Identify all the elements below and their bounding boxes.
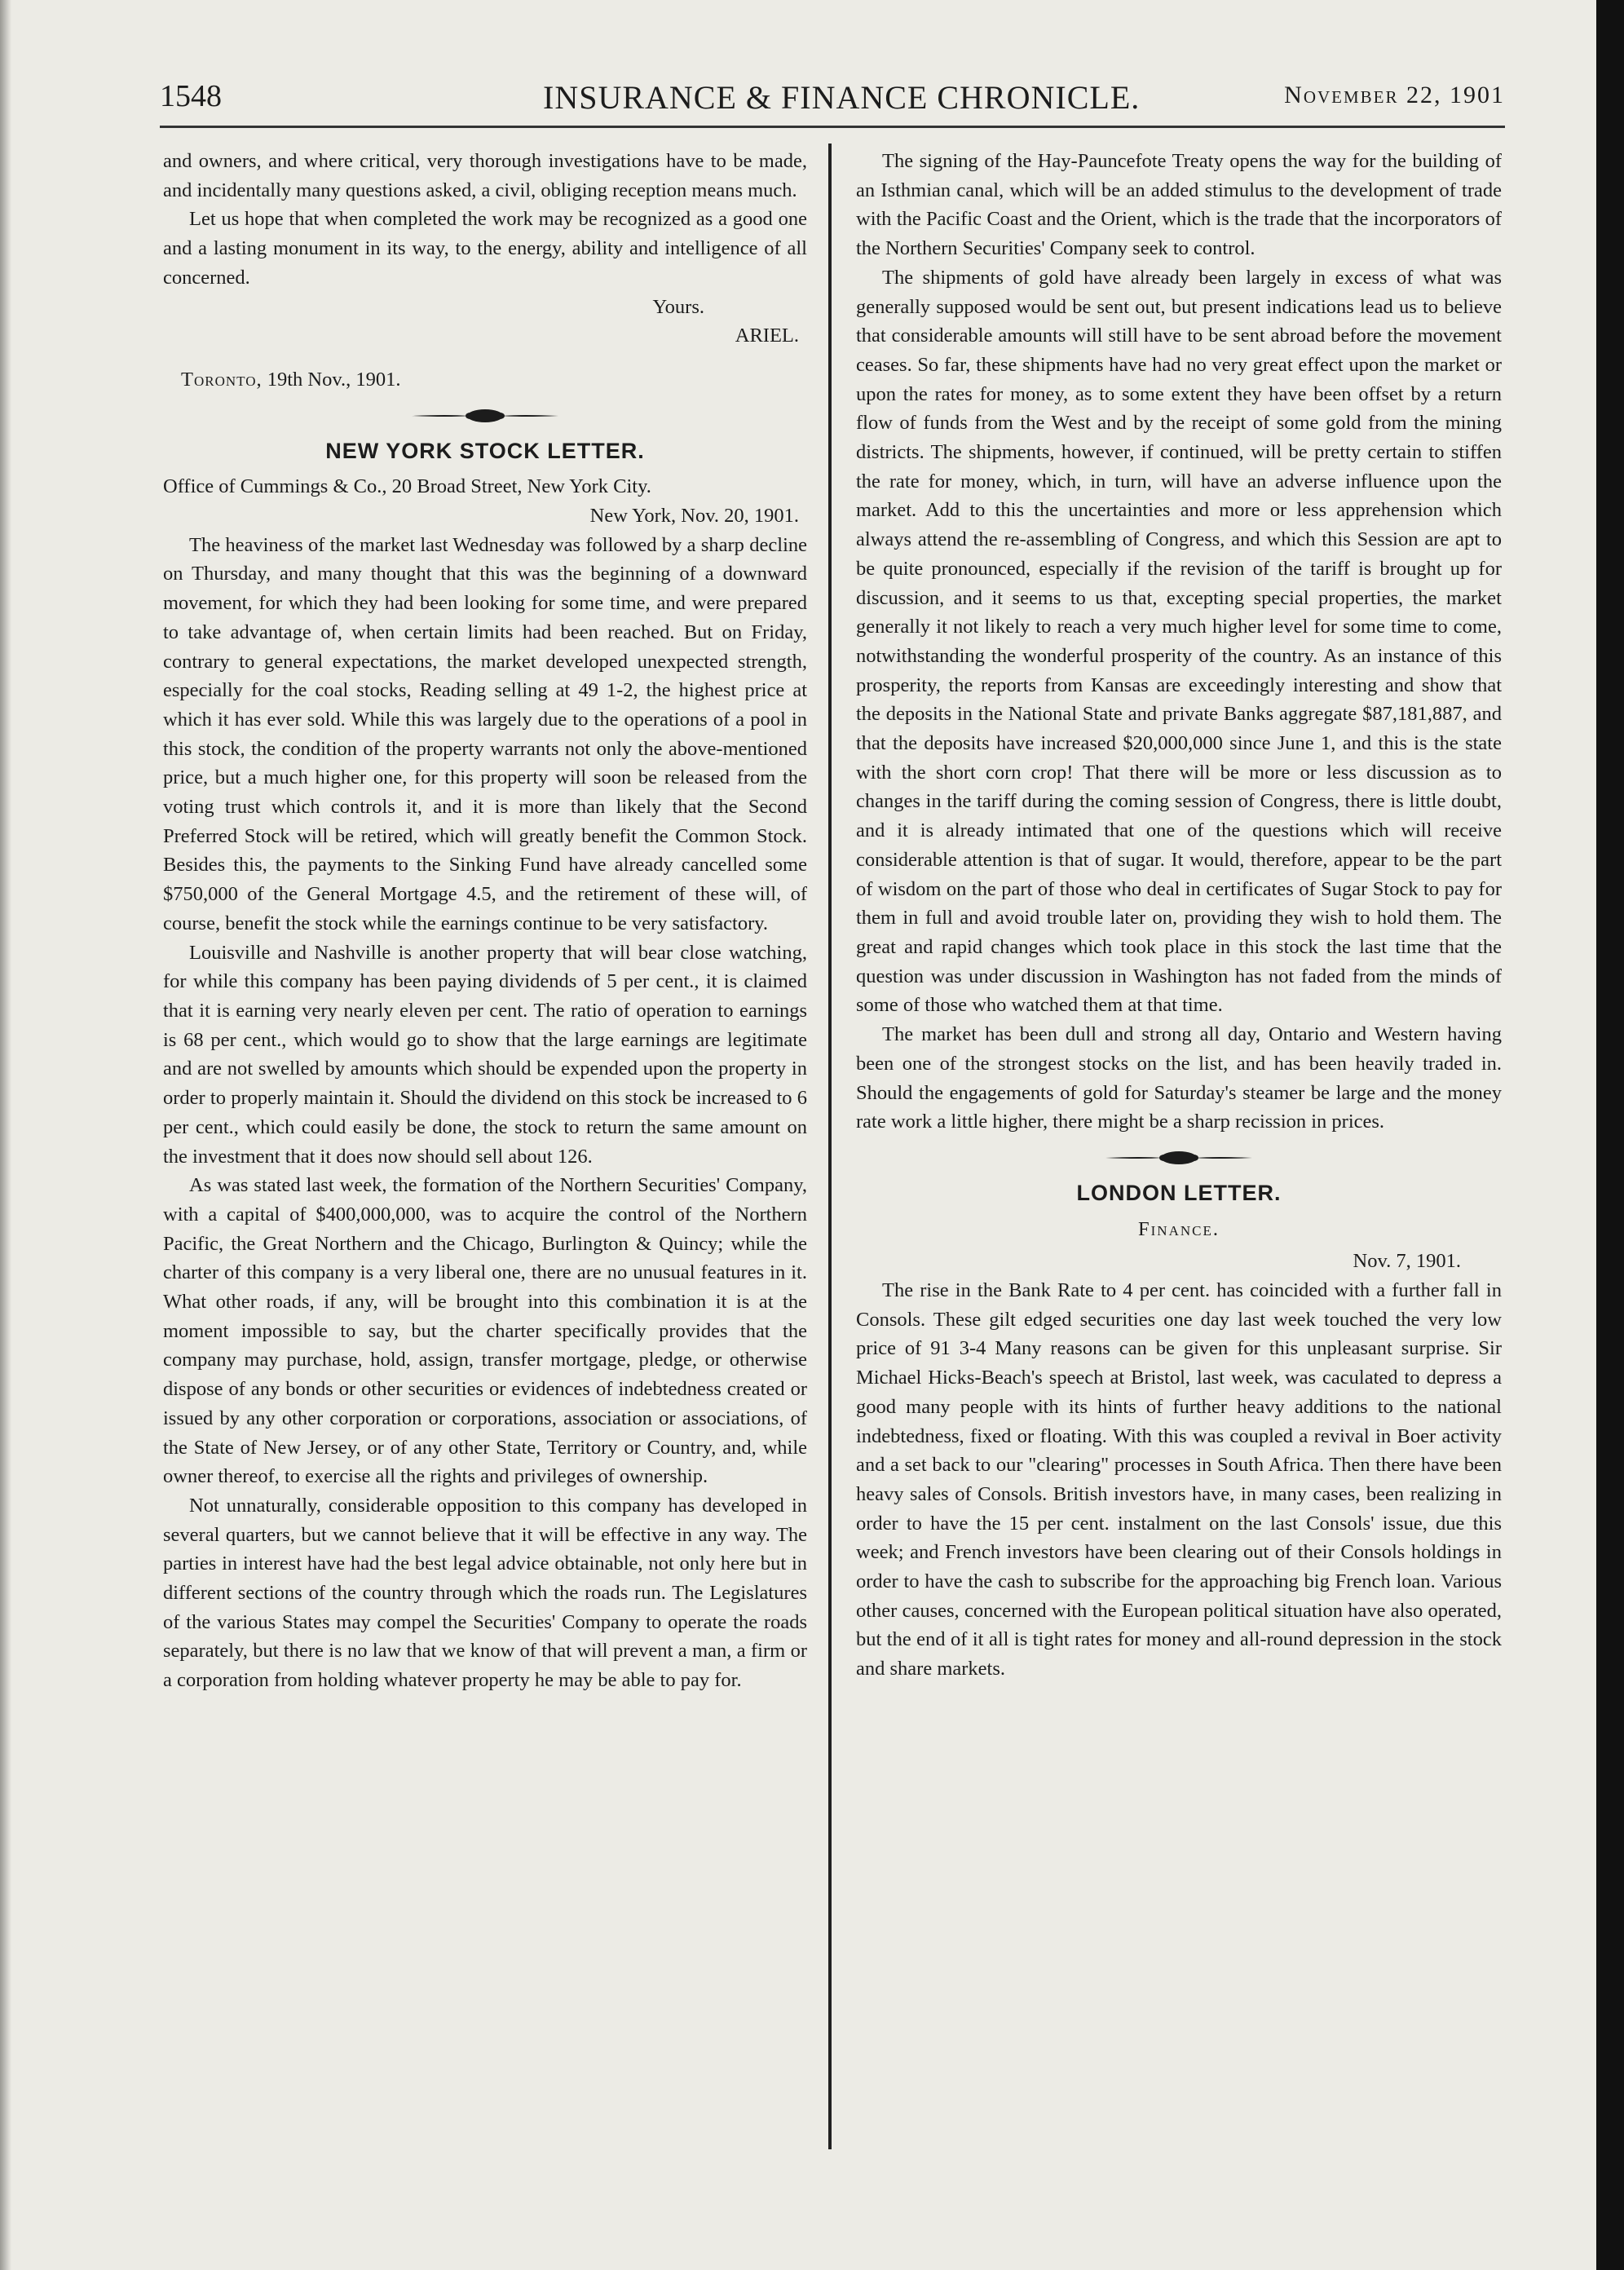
section-divider-ornament-2 bbox=[1105, 1150, 1252, 1166]
letter-signoff: Yours. bbox=[652, 295, 704, 318]
london-letter-heading: LONDON LETTER. bbox=[1076, 1180, 1282, 1205]
dateline-city: Toronto, bbox=[181, 368, 263, 391]
header-rule bbox=[160, 126, 1505, 128]
right-column bbox=[856, 147, 1502, 2136]
page-scan-edge-left bbox=[0, 0, 11, 2270]
ny-letter-date: New York, Nov. 20, 1901. bbox=[589, 505, 799, 528]
ny-paragraph-6: The shipments of gold have already been largely in excess of what was generally supposed would be sent out, but present indications lead us to believe that considerable amounts will still have to be sent abroad before the movement ceases. So far, these shipments have had no very great effect upon the market or upon the rates for money, as to some extent they have been offset by a return flow of funds from the West and by the receipt of some gold from the mining districts. The shipments, however, if continued, will be pretty certain to stiffen the rate for money, which, in turn, will have an adverse influence upon the market. Add to this the uncertainties and more or less apprehension which always attend the re-assembling of Congress, and which this Session are apt to be quite pronounced, especially if the revision of the tariff is brought up for discussion, and it seems to us that, excepting special properties, the market generally it not likely to reach a very much higher level for some time to come, notwithstanding the wonderful prosperity of the country. As an instance of this prosperity, the reports from Kansas are exceedingly interesting and show that the deposits in the National State and private Banks aggregate $87,181,887, and that the deposits have increased $20,000,000 since June 1, and this is the state with the short corn crop! That there will be more or less discussion as to changes in the tariff during the coming session of Congress, there is little doubt, and it is already intimated that one of the questions which will receive considerable attention is that of sugar. It would, therefore, appear to be the part of wisdom on the part of those who deal in certificates of Sugar Stock to pay for them in full and avoid trouble later on, providing they wish to hold them. The great and rapid changes which took place in this stock the last time that the question was under discussion in Washington has not faded from the minds of some of those who watched them at that time. bbox=[856, 266, 1502, 1017]
london-paragraph-1: The rise in the Bank Rate to 4 per cent. has coincided with a further fall in Consols. These gilt edged securities one day last week touched the very low price of 91 3-4 Many reasons can be given for this unpleasant surprise. Sir Michael Hicks-Beach's speech at Bristol, last week, was caculated to depress a good many people with its hints of further heavy additions to the national indebtedness, fixed or floating. With this was coupled a revival in Boer activity and a set back to our "clearing" processes in South Africa. Then there have been heavy sales of Consols. British investors have, in many cases, been realizing in order to have the 15 per cent. instalment on the last Consols' issue, due this week; and French investors have been clearing out of their Consols holdings in order to have the cash to subscribe for the approaching big French loan. Various other causes, concerned with the European political situation have also operated, but the end of it all is tight rates for money and all-round depression in the stock and share markets. bbox=[856, 1279, 1502, 1680]
ny-paragraph-2: Louisville and Nashville is another property that will bear close watching, for while this company has been paying dividends of 5 per cent., it is claimed that it is earning very nearly eleven per cent. The ratio of operation to earnings is 68 per cent., which would go to show that the large earnings are legitimate and are not swelled by amounts which should be expended upon the property in order to properly maintain it. Should the dividend on this stock be increased to 6 per cent., which could easily be done, the stock to return the same amount on the investment that it does now should sell about 126. bbox=[163, 941, 807, 1168]
ny-paragraph-4: Not unnaturally, considerable opposition to this company has developed in several quarters, but we cannot believe that it will be effective in any way. The parties in interest have had the best legal advice obtainable, not only here but in different sections of the country through which the roads run. The Legislatures of the various States may compel the Securities' Company to operate the roads separately, but there is no law that we know of that will prevent a man, a firm or a corporation from holding whatever property he may be able to pay for. bbox=[163, 1494, 807, 1692]
ny-office-line: Office of Cummings & Co., 20 Broad Street, New York City. bbox=[163, 475, 651, 498]
issue-date: November 22, 1901 bbox=[1284, 82, 1505, 108]
letter-signature: ARIEL. bbox=[735, 325, 799, 347]
ny-stock-letter-heading: NEW YORK STOCK LETTER. bbox=[325, 438, 645, 463]
section-divider-ornament bbox=[412, 408, 558, 424]
ny-paragraph-5: The signing of the Hay-Pauncefote Treaty opens the way for the building of an Isthmian canal, which will be an added stimulus to the development of trade with the Pacific Coast and the Orient, which is the trade that the incorporators of the Northern Securities' Company seek to control. bbox=[856, 150, 1502, 260]
intro-paragraph-1: and owners, and where critical, very thorough investigations have to be made, and incidentally many questions asked, a civil, obliging reception means much. bbox=[163, 150, 807, 201]
ny-paragraph-1: The heaviness of the market last Wednesday was followed by a sharp decline on Thursday, and many thought that this was the beginning of a downward movement, for which they had been looking for some time, and were prepared to take advantage of, when certain limits had been reached. But on Friday, contrary to general expectations, the market developed unexpected strength, especially for the coal stocks, Reading selling at 49 1-2, the highest price at which it has ever sold. While this was largely due to the operations of a pool in this stock, the condition of the property warrants not only the above-mentioned price, but a much higher one, for this property will soon be released from the voting trust which controls it, and it is more than likely that the Second Preferred Stock will be retired, which will greatly benefit the Common Stock. Besides this, the payments to the Sinking Fund have already cancelled some $750,000 of the General Mortgage 4.5, and the retirement of these will, of course, benefit the stock while the earnings continue to be very satisfactory. bbox=[163, 533, 807, 934]
intro-paragraph-2: Let us hope that when completed the work may be recognized as a good one and a lasting monument in its way, to the energy, ability and intelligence of all concerned. bbox=[163, 208, 807, 289]
letter-dateline bbox=[163, 365, 807, 395]
london-letter-date: Nov. 7, 1901. bbox=[1353, 1250, 1461, 1273]
page-scan-edge-right bbox=[1596, 0, 1624, 2270]
dateline-date: 19th Nov., 1901. bbox=[267, 368, 401, 391]
ny-paragraph-7: The market has been dull and strong all day, Ontario and Western having been one of the strongest stocks on the list, and has been heavily traded in. Should the engagements of gold for Saturday's steamer be large and the money rate work a little higher, there might be a sharp recission in prices. bbox=[856, 1023, 1502, 1133]
publication-title: INSURANCE & FINANCE CHRONICLE. bbox=[543, 79, 1141, 116]
left-column bbox=[163, 147, 807, 2136]
page-number: 1548 bbox=[160, 79, 222, 113]
column-rule bbox=[828, 144, 832, 2149]
london-letter-subhead: Finance. bbox=[1138, 1217, 1220, 1240]
running-header bbox=[160, 78, 1505, 119]
ny-paragraph-3: As was stated last week, the formation of the Northern Securities' Company, with a capital of $400,000,000, was to acquire the control of the Northern Pacific, the Great Northern and the Chicago, Burlington & Quincy; while the charter of this company is a very liberal one, there are no unusual features in it. What other roads, if any, will be brought into this combination it is at the moment impossible to say, but the charter specifically provides that the company may purchase, hold, assign, transfer mortgage, pledge, or otherwise dispose of any bonds or other securities or evidences of indebtedness created or issued by any other corporation or corporations, association or associations, of the State of New Jersey, or of any other State, Territory or Country, and, while owner thereof, to exercise all the rights and privileges of ownership. bbox=[163, 1174, 807, 1488]
